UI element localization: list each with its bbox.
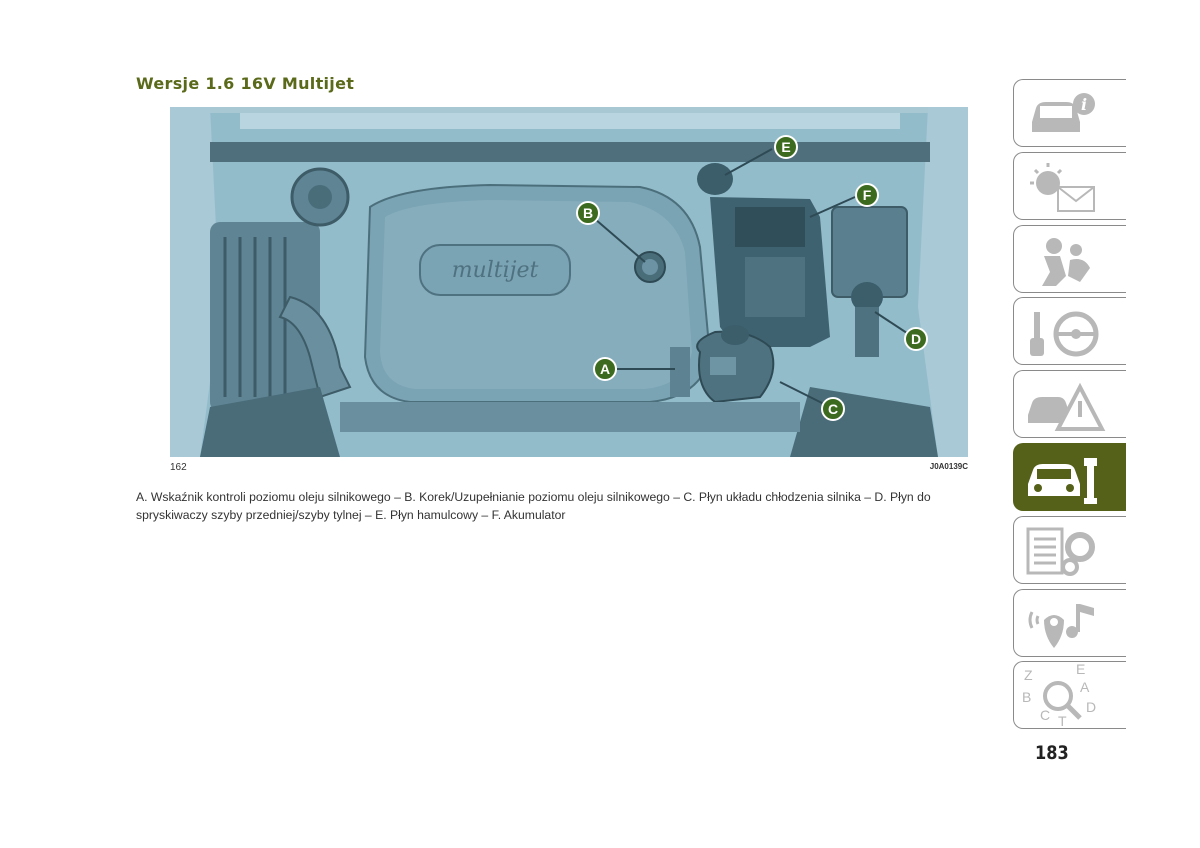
svg-text:E: E	[1076, 662, 1086, 678]
tab-multimedia[interactable]	[1013, 589, 1126, 657]
callout-f-label: F	[862, 187, 872, 203]
svg-text:T: T	[1058, 713, 1067, 730]
tab-key-steering[interactable]	[1013, 297, 1126, 365]
callout-e-label: E	[781, 139, 791, 155]
multimedia-icon	[1014, 590, 1126, 658]
dashboard-lights-icon	[1014, 153, 1126, 221]
figure-number: 162	[170, 462, 187, 473]
svg-text:i: i	[1080, 95, 1088, 114]
tab-car-info[interactable]	[1013, 79, 1126, 147]
svg-text:C: C	[1040, 707, 1051, 724]
tab-safety[interactable]	[1013, 225, 1126, 293]
figure-caption: A. Wskaźnik kontroli poziomu oleju silnikowego – B. Korek/Uzupełnianie poziomu oleju silnikowego – C. Płyn układu chłodzenia silnika – D. Płyn do spryskiwaczy szyby przedniej/szyby tylnej – E. Płyn hamulcowy – F. Akumulator	[136, 490, 931, 522]
tab-index[interactable]	[1013, 661, 1126, 729]
callout-a-label: A	[599, 361, 611, 377]
callout-c-label: C	[827, 401, 839, 417]
safety-airbag-icon	[1014, 226, 1126, 294]
section-title: Wersje 1.6 16V Multijet	[136, 74, 355, 93]
tab-dashboard-lights[interactable]	[1013, 152, 1126, 220]
svg-text:Z: Z	[1024, 667, 1033, 684]
tab-technical-data[interactable]	[1013, 516, 1126, 584]
alphabetical-index-icon	[1014, 662, 1126, 730]
callout-d-label: D	[910, 331, 922, 347]
svg-text:B: B	[1022, 689, 1032, 706]
engine-cover-logo: multijet	[451, 258, 539, 283]
svg-text:D: D	[1086, 699, 1097, 716]
car-info-icon	[1014, 80, 1126, 148]
page-number: 183	[1035, 742, 1069, 764]
car-wrench-icon	[1014, 444, 1126, 512]
tab-emergency[interactable]	[1013, 370, 1126, 438]
tab-service-maintenance[interactable]	[1013, 443, 1126, 511]
svg-text:A: A	[1080, 679, 1090, 696]
figure-code: J0A0139C	[929, 462, 968, 471]
chapter-tabs	[1013, 79, 1126, 734]
callout-b-label: B	[582, 205, 594, 221]
car-warning-triangle-icon	[1014, 371, 1126, 439]
engine-bay-illustration	[170, 107, 968, 457]
specs-gear-icon	[1014, 517, 1126, 585]
key-steering-wheel-icon	[1014, 298, 1126, 366]
engine-bay-figure	[170, 107, 968, 457]
